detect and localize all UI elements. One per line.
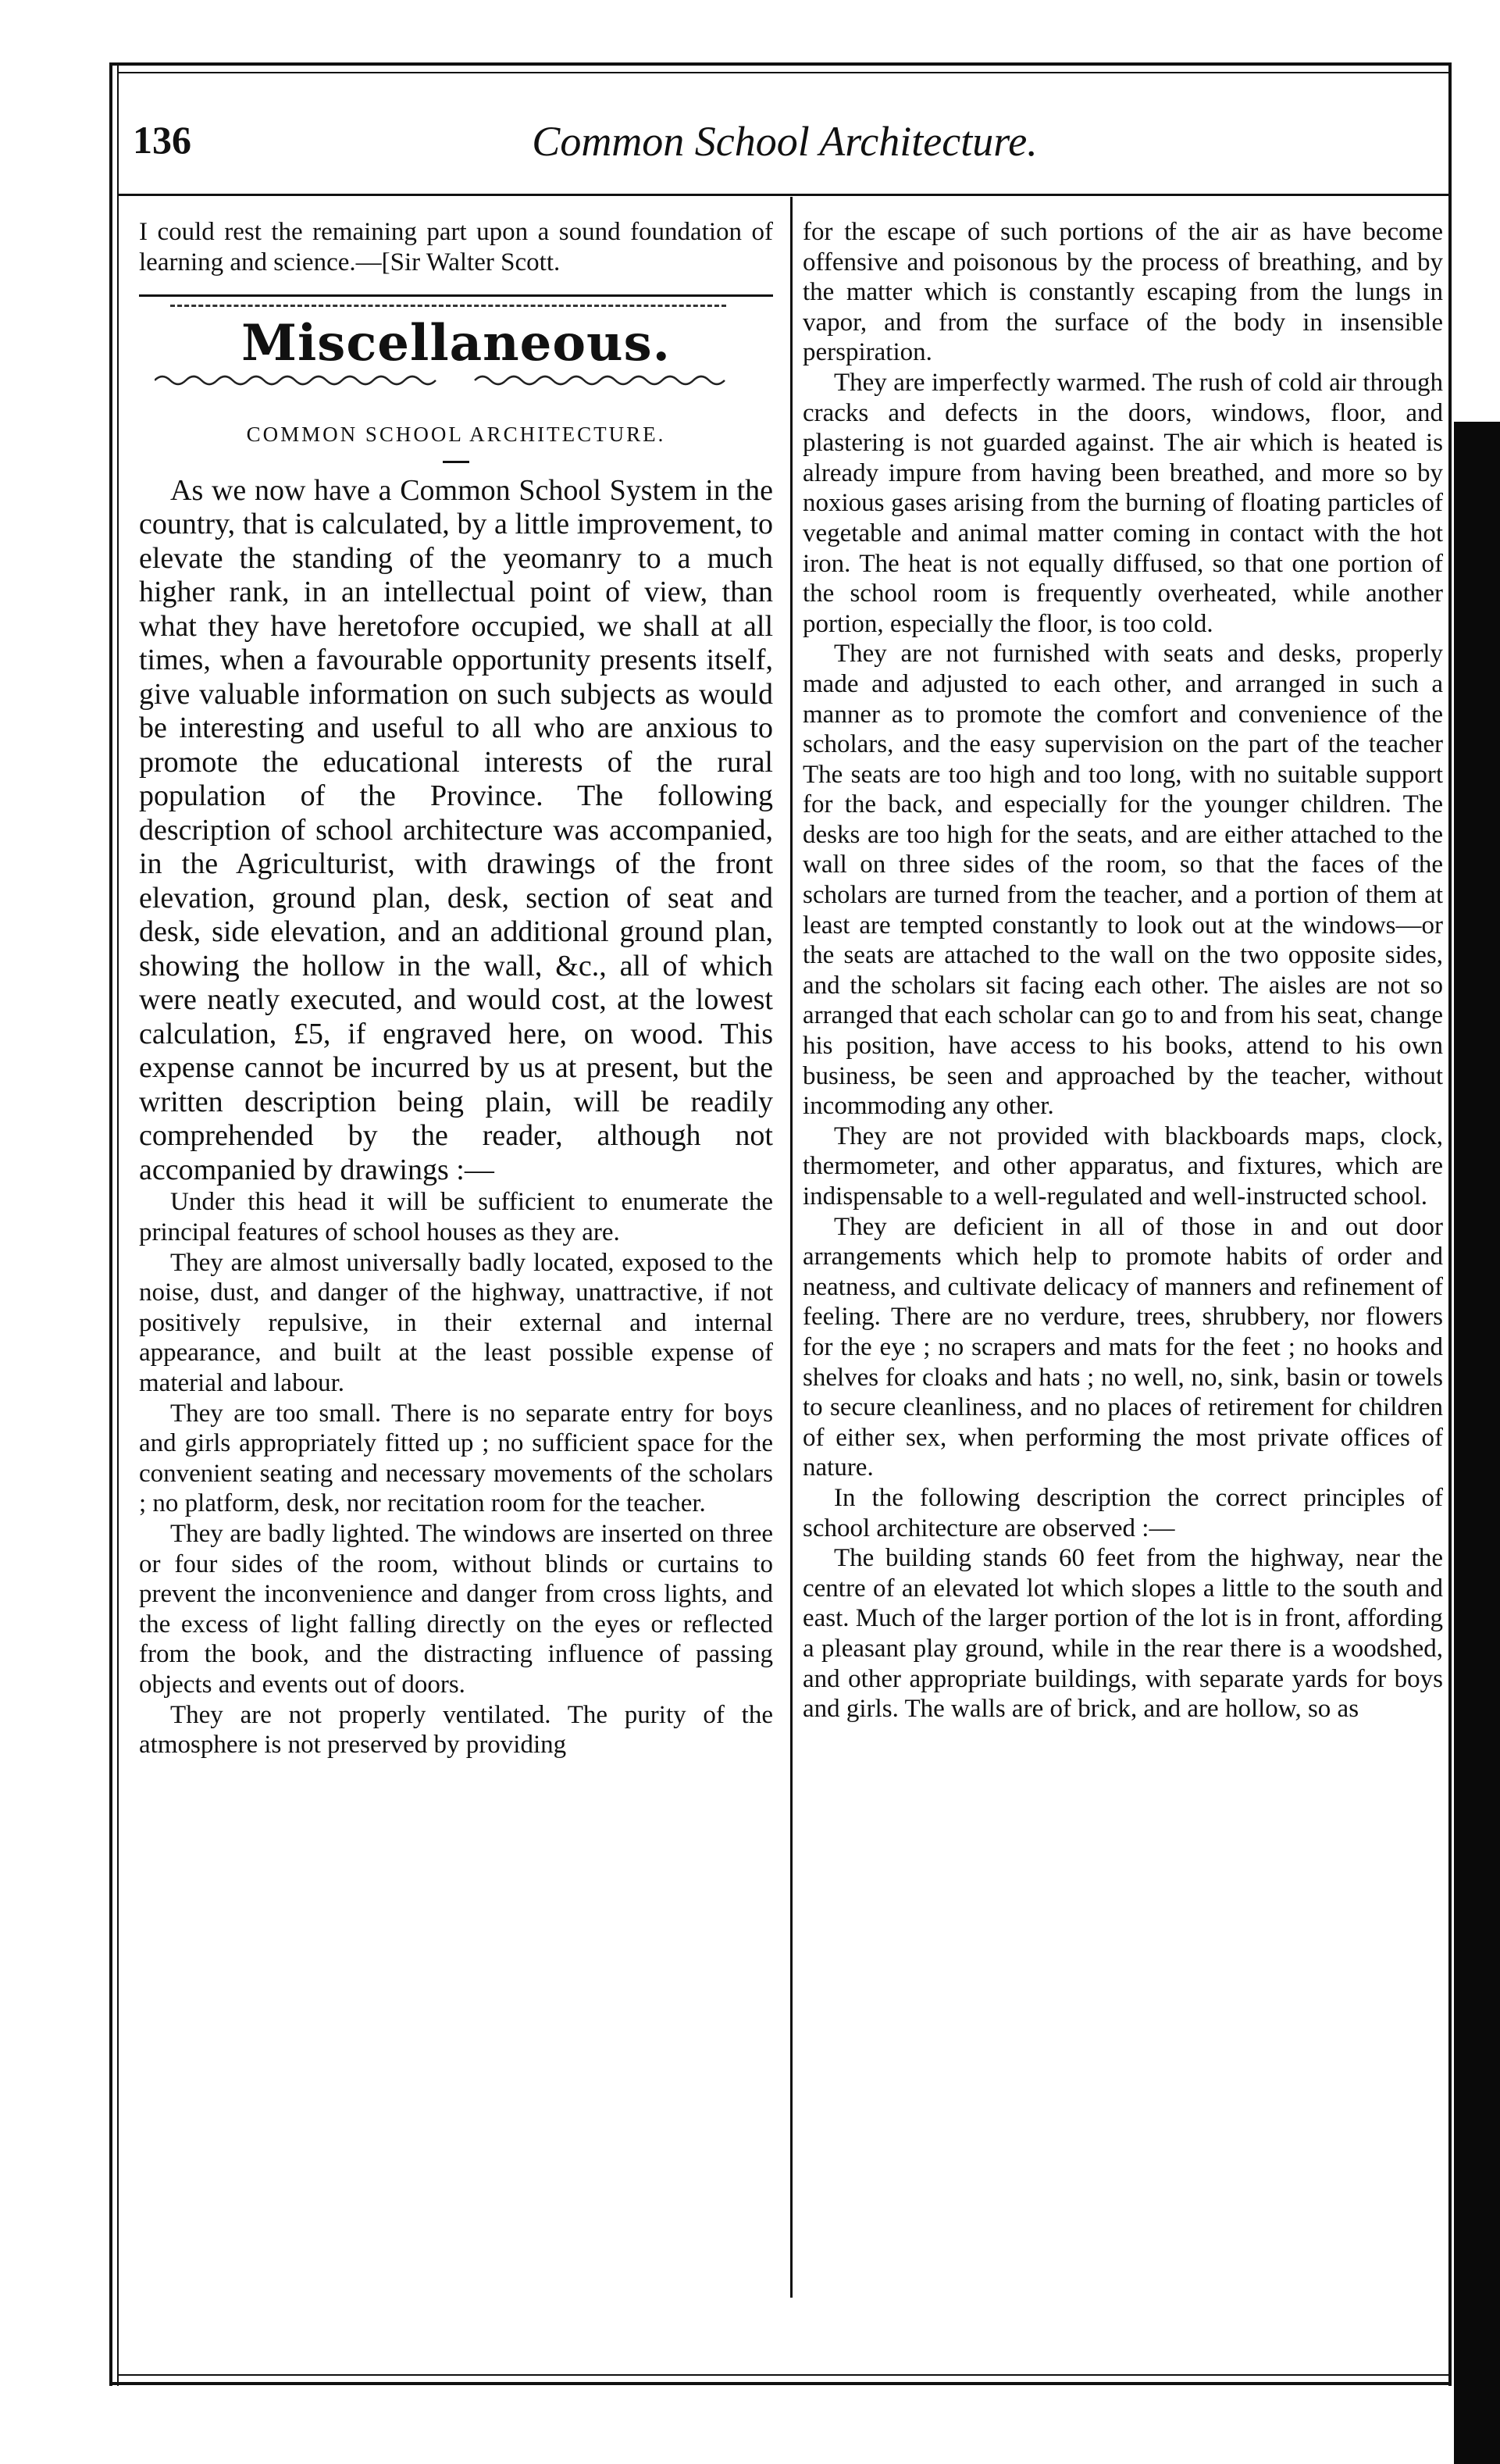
body-paragraph: They are too small. There is no separate entry for boys and girls appropriately fitted up ; no sufficient space for the convenient seating and necessary movements of the scholars ; no platform, desk, nor recitation room for the teacher. (139, 1399, 773, 1518)
wavy-ornament (155, 372, 756, 389)
page-number: 136 (133, 118, 191, 162)
body-paragraph: They are not properly ventilated. The purity of the atmosphere is not preserved by providing (139, 1700, 773, 1760)
subheading-dash (443, 461, 469, 463)
body-paragraph: They are deficient in all of those in and out door arrangements which help to promote habits of order and neatness, and cultivate delicacy of manners and refinement of feeling. There are no verdure, trees, shrubbery, nor flowers for the eye ; no scrapers and mats for the feet ; no hooks and shelves for cloaks and hats ; no well, no, sink, basin or towels to secure cleanliness, and no places of retirement for children of either sex, when performing the most private offices of nature. (803, 1212, 1443, 1482)
frame-left-rule (109, 62, 112, 2386)
body-paragraph: They are imperfectly warmed. The rush of cold air through cracks and defects in the doors, windows, floor, and plastering is not guarded against. The air which is heated is already impure from having been breathed, and more so by noxious gases arising from the burning of floating particles of vegetable and animal matter coming in contact with the hot iron. The heat is not equally diffused, so that one portion of the school room is frequently overheated, while another portion, especially the floor, is too cold. (803, 368, 1443, 638)
frame-left-inner-rule (117, 62, 119, 2386)
left-column (139, 217, 773, 1760)
body-paragraph: The building stands 60 feet from the highway, near the centre of an elevated lot which slopes a little to the south and east. Much of the larger portion of the lot is in front, affording a pleasant play ground, while in the rear there is a woodshed, and other appropriate buildings, with separate yards for boys and girls. The walls are of brick, and are hollow, so as (803, 1544, 1443, 1724)
continuation-paragraph: for the escape of such portions of the air as have become offensive and poisonous by the process of breathing, and by the matter which is constantly escaping from the lungs in vapor, and from the surface of the body in insensible perspiration. (803, 218, 1443, 367)
frame-top-inner-rule (117, 72, 1448, 73)
frame-top-rule (109, 62, 1448, 66)
carry-over-paragraph: I could rest the remaining part upon a sound foundation of learning and science.—[Sir Walter Scott. (139, 218, 773, 276)
section-separator (139, 294, 773, 297)
body-paragraph: In the following description the correct principles of school architecture are observed :— (803, 1483, 1443, 1542)
article-subheading: COMMON SCHOOL ARCHITECTURE. (246, 423, 666, 447)
body-paragraph: They are not provided with blackboards maps, clock, thermometer, and other apparatus, and fixtures, which are indispensable to a well-regulated and well-instructed school. (803, 1121, 1443, 1211)
section-title: Miscellaneous. (241, 314, 671, 373)
body-paragraph: They are almost universally badly located, exposed to the noise, dust, and danger of the highway, unattractive, if not positively repulsive, in their external and internal appearance, and built at the least possible expense of material and labour. (139, 1248, 773, 1398)
running-head (125, 117, 1445, 180)
running-title: Common School Architecture. (532, 118, 1038, 165)
intro-paragraph: As we now have a Common School System in the country, that is calculated, by a little improvement, to elevate the standing of the yeomanry to a much higher rank, in an intellectual point of view, than what they have heretofore occupied, we shall at all times, when a favourable opportunity presents itself, give valuable information on such subjects as would be interesting and useful to all who are anxious to promote the educational interests of the rural population of the Province. The following description of school architecture was accompanied, in the Agriculturist, with drawings of the front elevation, ground plan, desk, section of seat and desk, side elevation, and an additional ground plan, showing the hollow in the wall, &c., all of which were neatly executed, and would cost, at the lowest calculation, £5, if engraved here, on wood. This expense cannot be incurred by us at present, but the written description being plain, will be readily comprehended by the reader, although not accompanied by drawings :— (139, 473, 773, 1186)
frame-bottom-rule (109, 2382, 1448, 2385)
frame-bottom-inner-rule (117, 2374, 1448, 2376)
header-rule (117, 194, 1448, 196)
scan-dark-edge (1454, 422, 1500, 2464)
body-paragraph: They are badly lighted. The windows are inserted on three or four sides of the room, without blinds or curtains to prevent the inconvenience and danger from cross lights, and the excess of light falling directly on the eyes or reflected from the book, and the distracting influence of passing objects and events out of doors. (139, 1520, 773, 1699)
body-paragraph: They are not furnished with seats and desks, properly made and adjusted to each other, and arranged in such a manner as to promote the comfort and convenience of the scholars, and the easy supervision on the part of the teacher The seats are too high and too long, with no suitable support for the back, and especially for the younger children. The desks are too high for the seats, and are either attached to the wall on three sides of the room, so that the faces of the scholars are turned from the teacher, and a portion of them at least are tempted constantly to look out at the windows—or the seats are attached to the wall on the two opposite sides, and the scholars sit facing each other. The aisles are not so arranged that each scholar can go to and from his seat, change his position, have access to his books, attend to his own business, be seen and approached by the teacher, without incommoding any other. (803, 640, 1443, 1121)
frame-right-rule (1448, 62, 1452, 2386)
column-divider (790, 197, 793, 2298)
right-column (803, 217, 1443, 1724)
body-paragraph: Under this head it will be sufficient to enumerate the principal features of school houses as they are. (139, 1188, 773, 1247)
